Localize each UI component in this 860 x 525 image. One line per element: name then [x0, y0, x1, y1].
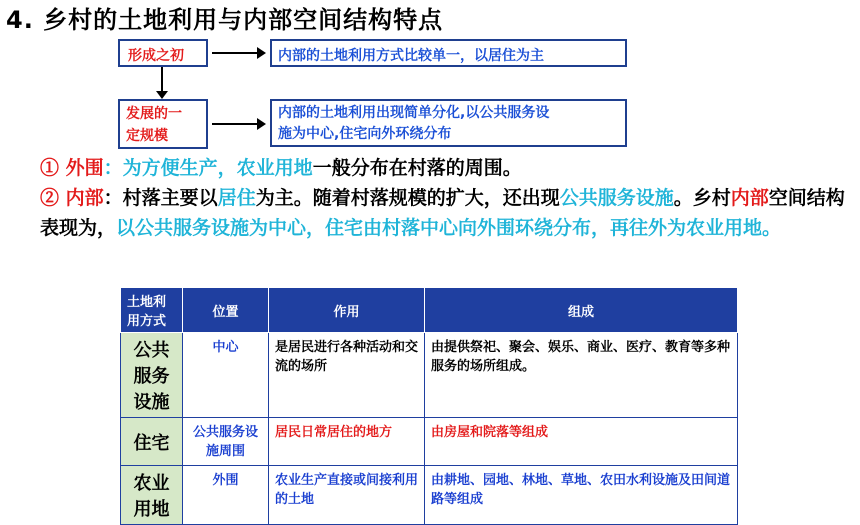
- point-highlight: 以公共服务设施为中心，住宅由村落中心向外围环绕分布，再往外为农业用地。: [116, 217, 782, 239]
- description-line2: 施为中心,住宅向外环绕分布: [278, 126, 452, 142]
- point-highlight: 居住: [217, 187, 256, 209]
- stage-box-initial: [118, 39, 208, 67]
- land-use-table: [120, 287, 738, 525]
- point-label: 外围: [65, 157, 104, 179]
- table-header: 土地利用方式: [121, 288, 183, 333]
- table-header: 组成: [425, 288, 738, 333]
- table-row: [121, 466, 738, 525]
- point-text: 一般分布在村落的周围。: [312, 157, 522, 179]
- point-highlight: 公共服务设施: [559, 187, 674, 209]
- point-colon: ：: [103, 157, 123, 179]
- table-row: [121, 418, 738, 466]
- stage-label: 形成之初: [128, 48, 184, 64]
- position-cell: 外围: [183, 466, 269, 525]
- position-cell: 中心: [183, 333, 269, 418]
- point-highlight-red: 内部: [730, 187, 769, 209]
- point-number: ①: [40, 157, 60, 179]
- function-cell: 农业生产直接或间接利用的土地: [269, 466, 425, 525]
- stage-box-development: [118, 99, 208, 149]
- table-header: 作用: [269, 288, 425, 333]
- point-label: 内部: [65, 187, 104, 209]
- description-text: 内部的土地利用方式比较单一，以居住为主: [278, 48, 544, 64]
- point-text: 空间结构表现为，: [40, 187, 845, 239]
- description-box-development: [270, 99, 627, 147]
- point-text: 为主。随着村落规模的扩大，还出现: [255, 187, 560, 209]
- table-header-row: [121, 288, 738, 333]
- function-cell: 居民日常居住的地方: [269, 418, 425, 466]
- down-arrow-head: [156, 91, 168, 99]
- land-type-cell: 公共服务设施: [121, 333, 183, 418]
- stage-label-line2: 定规模: [126, 128, 168, 144]
- point-number: ②: [40, 187, 60, 209]
- composition-cell: 由提供祭祀、聚会、娱乐、商业、医疗、教育等多种服务的场所组成。: [425, 333, 738, 418]
- land-type-cell: 住宅: [121, 418, 183, 466]
- function-cell: 是居民进行各种活动和交流的场所: [269, 333, 425, 418]
- point-outer: [40, 153, 850, 183]
- point-text: 。乡村: [673, 187, 731, 209]
- position-cell: 公共服务设施周围: [183, 418, 269, 466]
- description-line1: 内部的土地利用出现简单分化,以公共服务设: [278, 105, 550, 121]
- table-header: 位置: [183, 288, 269, 333]
- point-inner: [40, 183, 850, 243]
- composition-cell: 由房屋和院落等组成: [425, 418, 738, 466]
- page-title: 4. 乡村的土地利用与内部空间结构特点: [6, 6, 444, 34]
- point-text: 村落主要以: [122, 187, 218, 209]
- flow-arrow: [212, 123, 264, 125]
- table-row: [121, 333, 738, 418]
- point-highlight: 为方便生产，农业用地: [122, 157, 313, 179]
- composition-cell: 由耕地、园地、林地、草地、农田水利设施及田间道路等组成: [425, 466, 738, 525]
- land-type-cell: 农业用地: [121, 466, 183, 525]
- flow-arrow: [212, 52, 264, 54]
- stage-label-line1: 发展的一: [126, 106, 182, 122]
- point-colon: ：: [103, 187, 123, 209]
- description-box-initial: [270, 39, 627, 67]
